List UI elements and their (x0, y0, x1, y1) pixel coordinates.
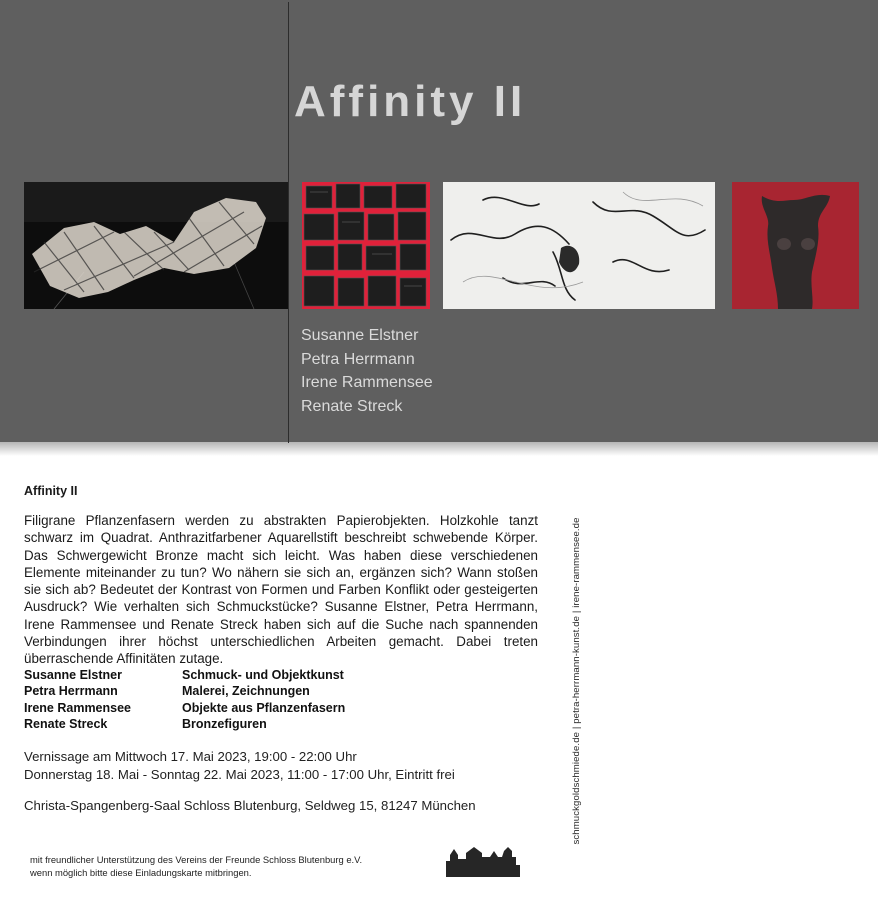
role-discipline: Schmuck- und Objektkunst (182, 668, 344, 682)
event-dates (24, 748, 455, 784)
page-title: Affinity II (294, 77, 527, 126)
vertical-divider (288, 2, 289, 443)
artist-name: Renate Streck (301, 397, 403, 415)
role-discipline: Bronzefiguren (182, 716, 267, 731)
body-heading: Affinity II (24, 484, 78, 498)
table-row (24, 668, 345, 684)
opening-hours-line: Donnerstag 18. Mai - Sonntag 22. Mai 2023, 11:00 - 17:00 Uhr, Eintritt frei (24, 767, 455, 782)
artist-roles-table (24, 668, 345, 733)
table-row (24, 717, 345, 733)
sponsor-line: mit freundlicher Unterstützung des Vereins der Freunde Schloss Blutenburg e.V. (30, 854, 363, 865)
sponsor-note (30, 853, 362, 879)
artwork-bronze-figure (732, 182, 859, 309)
artist-list (301, 324, 433, 418)
table-row (24, 684, 345, 700)
role-discipline: Malerei, Zeichnungen (182, 684, 310, 699)
role-artist-name: Susanne Elstner (24, 668, 122, 682)
role-artist-name: Petra Herrmann (24, 684, 118, 699)
vernissage-line: Vernissage am Mittwoch 17. Mai 2023, 19:00 - 22:00 Uhr (24, 749, 357, 764)
artist-name: Susanne Elstner (301, 327, 419, 344)
venue-address: Christa-Spangenberg-Saal Schloss Blutenburg, Seldweg 15, 81247 München (24, 798, 476, 813)
role-artist-name: Irene Rammensee (24, 700, 132, 715)
castle-silhouette-icon (446, 845, 520, 877)
table-row (24, 701, 345, 717)
role-artist-name: Renate Streck (24, 716, 108, 731)
website-links: schmuckgoldschmiede.de | petra-herrmann-kunst.de | irene-rammensee.de (571, 517, 582, 845)
panel-shadow (0, 442, 878, 456)
artwork-charcoal-squares (302, 182, 430, 309)
description-paragraph: Filigrane Pflanzenfasern werden zu abstrakten Papierobjekten. Holzkohle tanzt schwarz im Quadrat. Anthrazitfarbener Aquarellstift beschreibt schwebende Körper. Das Schwergewicht Bronze macht sich leicht. Was haben diese verschiedenen Elemente miteinander zu tun? Wo nähern sie sich an, ergänzen sich? Wann stoßen sie sich ab? Bedeutet der Kontrast von Formen und Farben Konflikt oder gesteigerten Ausdruck? Wie verhalten sich Schmuckstücke? Susanne Elstner, Petra Herrmann, Irene Rammensee und Renate Streck haben sich auf die Suche nach spannenden Verbindungen ihrer höchst unterschiedlichen Arbeiten gemacht. Dabei treten überraschende Affinitäten zutage. (24, 513, 538, 667)
role-discipline: Objekte aus Pflanzenfasern (182, 700, 346, 715)
websites-vertical (563, 481, 582, 881)
bring-card-line: wenn möglich bitte diese Einladungskarte mitbringen. (30, 867, 252, 878)
artwork-floating-bodies-drawing (443, 182, 715, 309)
artist-name: Irene Rammensee (301, 374, 433, 391)
artist-name: Petra Herrmann (301, 350, 415, 368)
artwork-paper-object (24, 182, 288, 309)
